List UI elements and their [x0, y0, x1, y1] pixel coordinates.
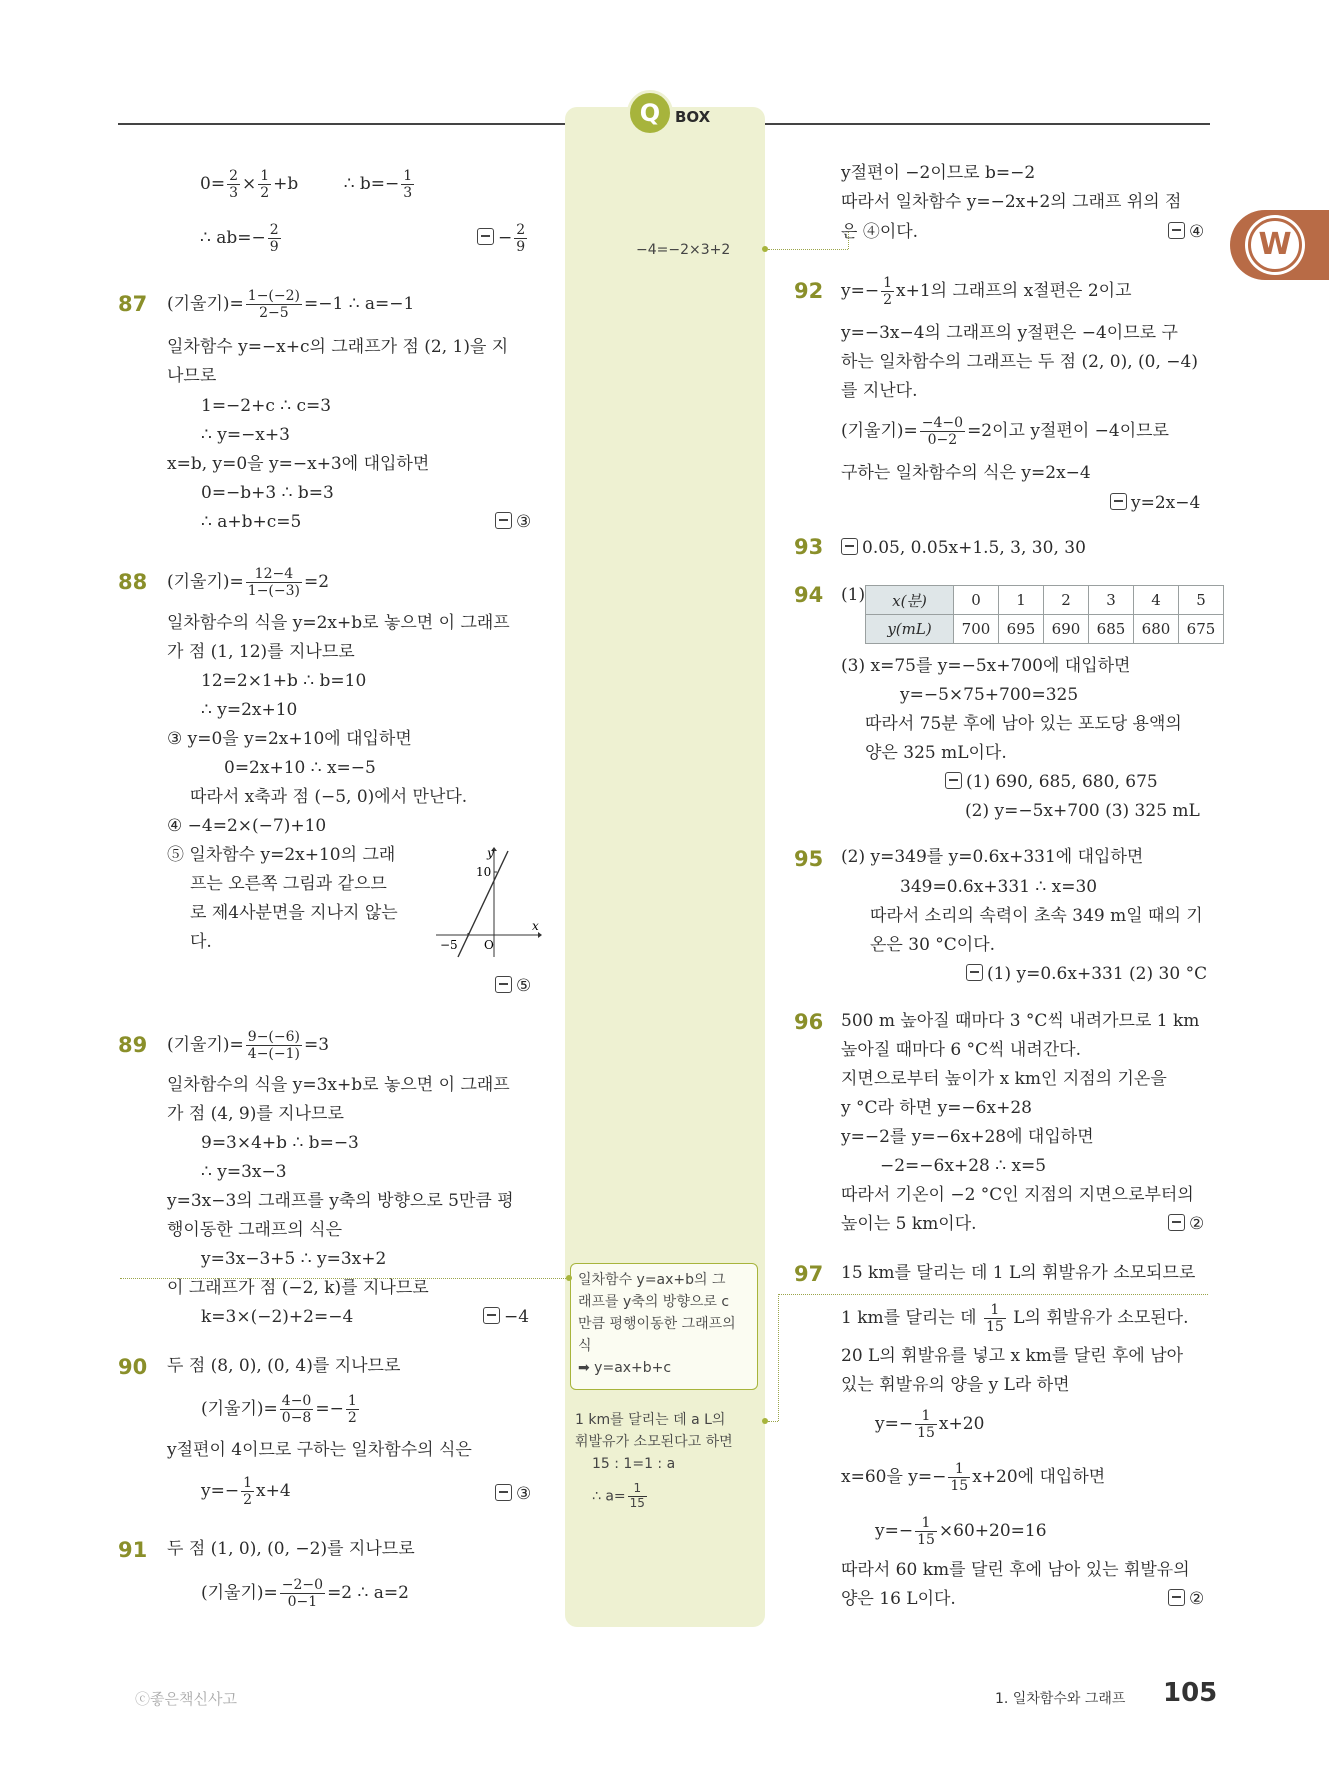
table-header-x: x(분) — [866, 586, 954, 615]
answer-icon — [477, 228, 494, 245]
q-box-label: BOX — [675, 108, 711, 126]
header-rule-right — [765, 123, 1210, 125]
answer-91: ④ — [1168, 222, 1204, 242]
p87-line-7: 0=−b+3 ∴ b=3 — [201, 483, 334, 503]
problem-number-97: 97 — [794, 1262, 824, 1286]
table-cell: 0 — [954, 586, 999, 615]
qbox-note-2-l5: ➡ y=ax+b+c — [578, 1360, 672, 1376]
qbox-note-2-l2: 래프를 y축의 방향으로 c — [578, 1294, 730, 1310]
footer-chapter: 1. 일차함수와 그래프 — [995, 1691, 1126, 1707]
table-cell: 700 — [954, 615, 999, 644]
p92-line-1: y=− $\frac{1}{2}$ x+1의 그래프의 x절편은 2이고 — [841, 275, 1132, 309]
problem-number-91: 91 — [118, 1538, 148, 1562]
qbox-leader-2 — [120, 1278, 566, 1279]
table-cell: 5 — [1179, 586, 1224, 615]
qbox-leader-3-v — [778, 1294, 779, 1421]
p94-value-table — [865, 585, 1224, 644]
answer-89: −4 — [483, 1307, 529, 1327]
table-cell: 675 — [1179, 615, 1224, 644]
answer-icon — [945, 772, 962, 789]
problem-number-88: 88 — [118, 570, 148, 594]
p97-line-5: y=− $\frac{1}{15}$ x+20 — [875, 1408, 985, 1442]
p87-line-2: 일차함수 y=−x+c의 그래프가 점 (2, 1)을 지 — [167, 337, 509, 357]
answer-icon — [1168, 1589, 1185, 1606]
graph-y-intercept-label: 10 — [476, 865, 492, 879]
answer-92: y=2x−4 — [1110, 493, 1200, 513]
p96-line-4: y °C라 하면 y=−6x+28 — [841, 1098, 1032, 1118]
p89-line-5: ∴ y=3x−3 — [201, 1162, 287, 1182]
p92-line-5: (기울기)= $\frac{-4-0}{0-2}$ =2이고 y절편이 −4이므로 — [841, 415, 1169, 449]
p97-line-1: 15 km를 달리는 데 1 L의 휘발유가 소모되므로 — [841, 1263, 1196, 1283]
p88-line-2: 일차함수의 식을 y=2x+b로 놓으면 이 그래프 — [167, 613, 510, 633]
p94-line-4: 따라서 75분 후에 남아 있는 포도당 용액의 — [865, 714, 1182, 734]
qbox-leader-3-h — [778, 1294, 1208, 1295]
p96-line-8: 높이는 5 km이다. — [841, 1214, 977, 1234]
p91-line-2: (기울기)= $\frac{-2-0}{0-1}$ =2 ∴ a=2 — [201, 1577, 409, 1611]
problem-number-95: 95 — [794, 847, 824, 871]
p88-line-12: 로 제4사분면을 지나지 않는 — [190, 903, 398, 923]
r-line-1: y절편이 −2이므로 b=−2 — [841, 163, 1036, 183]
answer-icon — [495, 1484, 512, 1501]
answer-96: ② — [1168, 1214, 1204, 1234]
p89-line-10: k=3×(−2)+2=−4 — [201, 1307, 354, 1327]
graph-x-axis-label: x — [532, 919, 539, 933]
table-cell: 685 — [1089, 615, 1134, 644]
table-row — [866, 615, 1224, 644]
p89-line-3: 가 점 (4, 9)를 지나므로 — [167, 1104, 344, 1124]
p91-line-1: 두 점 (1, 0), (0, −2)를 지나므로 — [167, 1539, 415, 1559]
qbox-note-2-l4: 식 — [578, 1338, 592, 1354]
p97-line-8: 따라서 60 km를 달린 후에 남아 있는 휘발유의 — [841, 1560, 1190, 1580]
p88-line-6: ③ y=0을 y=2x+10에 대입하면 — [167, 729, 412, 749]
qbox-note-2-l1: 일차함수 y=ax+b의 그 — [578, 1272, 726, 1288]
p87-line-3: 나므로 — [167, 366, 217, 386]
page-number: 105 — [1163, 1678, 1218, 1708]
qbox-leader-1 — [768, 249, 848, 250]
problem-number-87: 87 — [118, 292, 148, 316]
p97-line-3: 20 L의 휘발유를 넣고 x km를 달린 후에 남아 — [841, 1346, 1184, 1366]
p95-line-4: 온은 30 °C이다. — [870, 935, 996, 955]
problem-number-96: 96 — [794, 1010, 824, 1034]
p88-line-7: 0=2x+10 ∴ x=−5 — [224, 758, 376, 778]
problem-number-89: 89 — [118, 1033, 148, 1057]
p89-line-8: y=3x−3+5 ∴ y=3x+2 — [201, 1249, 387, 1269]
answer-94-2: (2) y=−5x+700 (3) 325 mL — [965, 801, 1200, 821]
p96-line-6: −2=−6x+28 ∴ x=5 — [880, 1156, 1047, 1176]
p87-line-4: 1=−2+c ∴ c=3 — [201, 396, 332, 416]
answer-94-1: (1) 690, 685, 680, 675 — [945, 772, 1158, 792]
qbox-note-3-l2: 휘발유가 소모된다고 하면 — [575, 1434, 733, 1450]
p94-line-3: y=−5×75+700=325 — [900, 685, 1079, 705]
p87-line-5: ∴ y=−x+3 — [201, 425, 290, 445]
p95-line-3: 따라서 소리의 속력이 초속 349 m일 때의 기 — [870, 906, 1203, 926]
p89-line-4: 9=3×4+b ∴ b=−3 — [201, 1133, 359, 1153]
answer-icon — [1168, 222, 1185, 239]
p88-line-3: 가 점 (1, 12)를 지나므로 — [167, 642, 355, 662]
answer-90: ③ — [495, 1484, 531, 1504]
p87-line-6: x=b, y=0을 y=−x+3에 대입하면 — [167, 454, 430, 474]
p88-line-1: (기울기)= $\frac{12-4}{1-(-3)}$ =2 — [167, 566, 330, 600]
problem-number-94: 94 — [794, 583, 824, 607]
p88-line-4: 12=2×1+b ∴ b=10 — [201, 671, 367, 691]
problem-number-90: 90 — [118, 1355, 148, 1379]
table-cell: 3 — [1089, 586, 1134, 615]
answer-88: ⑤ — [495, 976, 531, 996]
p94-line-5: 양은 325 mL이다. — [865, 743, 1007, 763]
p97-line-2: 1 km를 달리는 데 $\frac{1}{15}$ L의 휘발유가 소모된다. — [841, 1302, 1189, 1336]
qbox-leader-3 — [768, 1421, 778, 1422]
q-box-sidebar — [565, 107, 765, 1627]
answer-icon — [1110, 493, 1127, 510]
w-logo-tab — [1230, 210, 1329, 280]
problem-number-92: 92 — [794, 279, 824, 303]
p97-line-6: x=60을 y=− $\frac{1}{15}$ x+20에 대입하면 — [841, 1461, 1106, 1495]
header-rule-left — [118, 123, 565, 125]
mini-graph — [432, 845, 542, 960]
p90-line-3: y절편이 4이므로 구하는 일차함수의 식은 — [167, 1440, 472, 1460]
p90-line-2: (기울기)= $\frac{4-0}{0-8}$ =− $\frac{1}{2}$ — [201, 1393, 357, 1427]
graph-y-axis-label: y — [487, 846, 494, 860]
answer-icon — [966, 964, 983, 981]
qbox-note-3-l4: ∴ a= $\frac{1}{15}$ — [592, 1481, 645, 1510]
qbox-note-2-l3: 만큼 평행이동한 그래프의 — [578, 1316, 736, 1332]
p87-line-8: ∴ a+b+c=5 — [201, 512, 302, 532]
answer-icon — [841, 538, 858, 555]
answer-icon — [1168, 1214, 1185, 1231]
answer-95: (1) y=0.6x+331 (2) 30 °C — [966, 964, 1207, 984]
r-line-2: 따라서 일차함수 y=−2x+2의 그래프 위의 점 — [841, 192, 1182, 212]
qbox-note-3-l3: 15 : 1=1 : a — [592, 1456, 676, 1472]
w-logo-icon: W — [1248, 218, 1302, 272]
p97-line-9: 양은 16 L이다. — [841, 1589, 956, 1609]
p88-line-8: 따라서 x축과 점 (−5, 0)에서 만난다. — [190, 787, 468, 807]
table-cell: 1 — [999, 586, 1044, 615]
p94-sub-1: (1) — [841, 585, 866, 605]
p96-line-2: 높아질 때마다 6 °C씩 내려간다. — [841, 1040, 1081, 1060]
q-box-icon: Q — [627, 90, 673, 136]
p97-line-4: 있는 휘발유의 양을 y L라 하면 — [841, 1375, 1070, 1395]
problem-number-93: 93 — [794, 535, 824, 559]
p88-line-9: ④ −4=2×(−7)+10 — [167, 816, 327, 836]
p94-line-2: (3) x=75를 y=−5x+700에 대입하면 — [841, 656, 1131, 676]
table-cell: 680 — [1134, 615, 1179, 644]
p87-line-1: (기울기)= $\frac{1-(-2)}{2-5}$ =−1 ∴ a=−1 — [167, 288, 415, 322]
table-header-y: y(mL) — [866, 615, 954, 644]
p89-line-9: 이 그래프가 점 (−2, k)를 지나므로 — [167, 1278, 429, 1298]
p95-line-2: 349=0.6x+331 ∴ x=30 — [900, 877, 1098, 897]
p89-line-2: 일차함수의 식을 y=3x+b로 놓으면 이 그래프 — [167, 1075, 510, 1095]
p92-line-6: 구하는 일차함수의 식은 y=2x−4 — [841, 463, 1091, 483]
p90-line-1: 두 점 (8, 0), (0, 4)를 지나므로 — [167, 1356, 401, 1376]
answer-87: ③ — [495, 512, 531, 532]
p97-line-7: y=− $\frac{1}{15}$ ×60+20=16 — [875, 1515, 1047, 1549]
p89-line-1: (기울기)= $\frac{9-(-6)}{4-(-1)}$ =3 — [167, 1029, 330, 1063]
p88-line-5: ∴ y=2x+10 — [201, 700, 298, 720]
r-line-3: 은 ④이다. — [841, 222, 919, 242]
p89-line-6: y=3x−3의 그래프를 y축의 방향으로 5만큼 평 — [167, 1191, 514, 1211]
p92-line-3: 하는 일차함수의 그래프는 두 점 (2, 0), (0, −4) — [841, 352, 1198, 372]
table-cell: 2 — [1044, 586, 1089, 615]
table-cell: 690 — [1044, 615, 1089, 644]
p89-line-7: 행이동한 그래프의 식은 — [167, 1220, 343, 1240]
answer-97: ② — [1168, 1589, 1204, 1609]
p88-line-13: 다. — [190, 932, 212, 952]
answer-icon — [495, 512, 512, 529]
table-cell: 695 — [999, 615, 1044, 644]
prev-line-1: 0= $\frac{2}{3}$ × $\frac{1}{2}$ +b ∴ b=− $\frac{1}{3}$ — [200, 168, 413, 202]
p96-line-3: 지면으로부터 높이가 x km인 지점의 기온을 — [841, 1069, 1167, 1089]
p96-line-5: y=−2를 y=−6x+28에 대입하면 — [841, 1127, 1094, 1147]
table-cell: 4 — [1134, 586, 1179, 615]
p88-line-11: 프는 오른쪽 그림과 같으므 — [190, 874, 387, 894]
qbox-note-3-l1: 1 km를 달리는 데 a L의 — [575, 1412, 726, 1428]
prev-line-2: ∴ ab=− $\frac{2}{9}$ — [200, 222, 279, 256]
graph-x-intercept-label: −5 — [440, 938, 458, 952]
p92-line-2: y=−3x−4의 그래프의 y절편은 −4이므로 구 — [841, 323, 1178, 343]
answer-prev: − $\frac{2}{9}$ — [477, 222, 529, 255]
answer-icon — [495, 976, 512, 993]
answer-icon — [483, 1307, 500, 1324]
table-row — [866, 586, 1224, 615]
p88-line-10: ⑤ 일차함수 y=2x+10의 그래 — [167, 845, 396, 865]
graph-origin-label: O — [484, 938, 494, 952]
p96-line-1: 500 m 높아질 때마다 3 °C씩 내려가므로 1 km — [841, 1011, 1200, 1031]
p95-line-1: (2) y=349를 y=0.6x+331에 대입하면 — [841, 847, 1144, 867]
p92-line-4: 를 지난다. — [841, 381, 918, 401]
qbox-bullet-2 — [566, 1275, 572, 1281]
p96-line-7: 따라서 기온이 −2 °C인 지점의 지면으로부터의 — [841, 1185, 1194, 1205]
qbox-note-1: −4=−2×3+2 — [636, 242, 731, 258]
answer-93: 0.05, 0.05x+1.5, 3, 30, 30 — [841, 538, 1086, 558]
footer-copyright: ⓒ좋은책신사고 — [135, 1690, 237, 1708]
p90-line-4: y=− $\frac{1}{2}$ x+4 — [201, 1475, 291, 1509]
